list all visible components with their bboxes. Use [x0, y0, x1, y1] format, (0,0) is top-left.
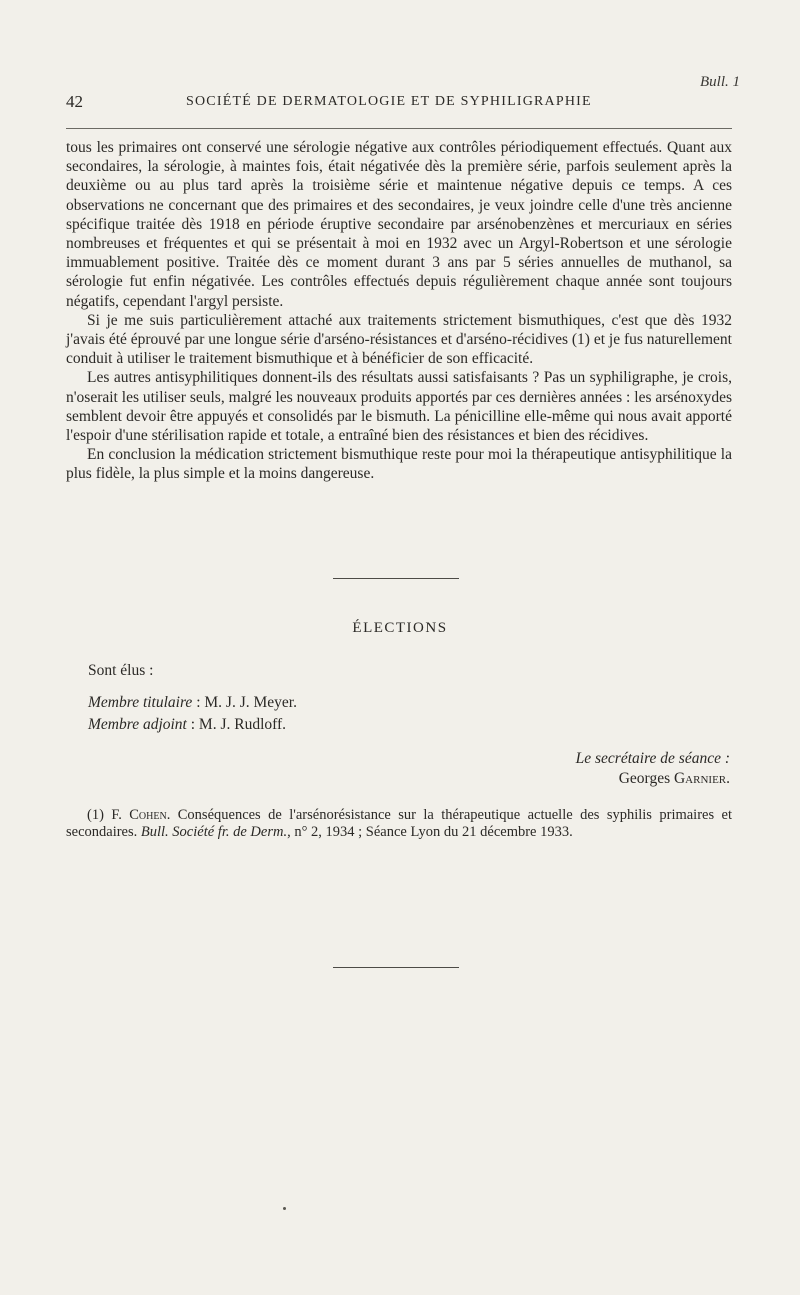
- bulletin-tag: Bull. 1: [700, 74, 740, 90]
- signature: [576, 749, 730, 789]
- section-title: ÉLECTIONS: [352, 620, 448, 636]
- member-titular: [88, 694, 297, 712]
- section-divider: [333, 578, 459, 579]
- footnote: (1) F. Cohen. Conséquences de l'arsénorésistance sur la thérapeutique actuelle des syphilis primaires et secondaires. Bull. Société fr. de Derm., n° 2, 1934 ; Séance Lyon du 21 décembre 1933.: [66, 807, 732, 840]
- page-number: 42: [66, 92, 83, 111]
- page-header: [66, 92, 732, 114]
- paragraph: En conclusion la médication strictement bismuthique reste pour moi la thérapeutique antisyphilitique la plus fidèle, la plus simple et la moins dangereuse.: [66, 446, 732, 483]
- member-name: : M. J. Rudloff.: [186, 716, 287, 733]
- running-head: SOCIÉTÉ DE DERMATOLOGIE ET DE SYPHILIGRAPHIE: [186, 94, 592, 109]
- signature-surname: Garnier.: [673, 770, 730, 787]
- paragraph: Les autres antisyphilitiques donnent-ils des résultats aussi satisfaisants ? Pas un syphiligraphe, je crois, n'oserait les utiliser seuls, malgré les nouveaux produits apportés par ces dernières années : les arsénoxydes semblent devoir être appuyés et consolidés par le bismuth. La pénicilline elle-même qui nous avait apporté l'espoir d'une stérilisation rapide et totale, a entraîné bien des résistances et bien des récidives.: [66, 369, 732, 445]
- end-divider: [333, 967, 459, 968]
- member-adjoint: [88, 716, 286, 734]
- signature-title: Le secrétaire de séance :: [575, 750, 730, 767]
- footnote-journal: Bull. Société fr. de Derm.: [140, 823, 288, 840]
- member-role: Membre adjoint: [88, 716, 187, 733]
- member-name: : M. J. J. Meyer.: [192, 694, 297, 711]
- member-role: Membre titulaire: [88, 694, 193, 711]
- elected-intro: Sont élus :: [88, 662, 154, 679]
- paragraph: Si je me suis particulièrement attaché aux traitements strictement bismuthiques, c'est que dès 1932 j'avais été éprouvé par une longue série d'arséno-résistances et d'arséno-récidives (1) et je fus naturellement conduit à utiliser le traitement bismuthique et à bénéficier de son efficacité.: [66, 311, 732, 368]
- signature-name: Georges Garnier.: [618, 770, 730, 787]
- paper-speck: [283, 1207, 286, 1210]
- paragraph: tous les primaires ont conservé une sérologie négative aux contrôles périodiquement effectués. Quant aux secondaires, la sérologie, à maintes fois, était négativée dès la première série, parfois seulement après la deuxième ou au plus tard après la troisième série et maintenue négative depuis ce temps. A ces observations ne concernant que des primaires et des secondaires, je veux joindre celle d'une très ancienne spécifique traitée dès 1918 en période éruptive secondaire par arsénobenzènes et mercuriaux en séries nombreuses et fréquentes et qui se présentait à moi en 1932 avec un Argyl-Robertson et une sérologie immuablement positive. Traitée dès ce moment durant 3 ans par 5 séries annuelles de muthanol, sa sérologie fut enfin négativée. Les contrôles effectués depuis régulièrement chaque année sont toujours négatifs, cependant l'argyl persiste.: [66, 139, 732, 310]
- footnote-marker: (1) F.: [87, 807, 130, 823]
- body-text: [66, 138, 732, 484]
- footnote-author: Cohen: [129, 807, 167, 823]
- header-rule: [66, 128, 732, 129]
